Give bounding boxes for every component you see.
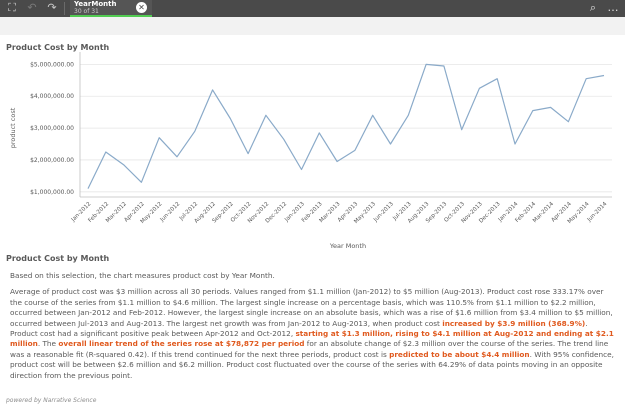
data-point[interactable] [246,151,251,156]
x-tick-label: Jan-2012 [70,201,93,224]
narrative-sentence: for an absolute change of $2.3 million over the course of the series. The trend line was a reasonable fit (R-squared 0.42). If this trend continued for the next three periods, product cost is [10,339,609,359]
smart-search-icon[interactable]: ⛶ [8,1,16,14]
search-icon[interactable]: ⌕ [589,1,597,14]
narrative-sentence: Average of product cost was $3 million across all 30 periods. Values ranged from $1.1 million (Jan-2012) to $5 million (Aug-2013). Product cost rose 333.17% over the course of the series from $1.1 million to $4.6 million. The largest single increase on a percentage basis, which was 110.5% from $1.1 million to $2.2 million, occurred between Jan-2012 and Feb-2012. However, the largest single increase on an absolute basis, which was a rise of $1.6 million from $3.4 million to $5 million, occurred between Jul-2013 and Aug-2013. The largest net growth was from Jan-2012 to Aug-2013, when product cost [10,287,613,328]
data-point[interactable] [281,137,286,142]
clear-selection-icon[interactable]: ✕ [136,2,147,13]
x-tick-label: Feb-2013 [300,201,324,224]
x-tick-label: Aug-2013 [407,201,431,225]
y-tick-label: $1,000,000.00 [30,188,74,196]
x-tick-label: Sep-2012 [211,201,235,225]
x-tick-label: Oct-2012 [229,201,253,224]
data-point[interactable] [370,113,375,118]
data-point[interactable] [192,129,197,134]
x-tick-label: Nov-2013 [460,201,484,225]
narrative-highlight: starting at $1.3 million, rising to $4.1 million at Aug-2012 and ending at $2.1 million [10,329,614,349]
more-icon[interactable]: … [607,1,619,14]
x-tick-label: Apr-2014 [550,201,573,224]
x-tick-label: May-2012 [139,201,164,226]
data-point[interactable] [335,159,340,164]
step-back-icon[interactable]: ↶ [27,1,37,14]
y-tick-label: $4,000,000.00 [30,93,74,101]
x-axis-label: Year Month [329,242,367,250]
data-point[interactable] [566,119,571,124]
x-tick-label: Feb-2012 [87,201,111,224]
narrative-intro: Based on this selection, the chart measures product cost by Year Month. [10,271,275,280]
x-tick-label: Jun-2014 [586,201,609,224]
data-point[interactable] [121,162,126,167]
data-point[interactable] [441,63,446,68]
data-point[interactable] [86,186,91,191]
x-tick-label: Jun-2012 [159,201,182,224]
x-tick-label: Jun-2013 [372,201,395,224]
x-tick-label: Nov-2012 [246,201,271,225]
data-point[interactable] [228,116,233,121]
x-tick-label: Jan-2014 [497,201,520,224]
chart-title: Product Cost by Month [6,43,110,52]
y-axis-label: product cost [9,107,17,149]
x-tick-label: Mar-2012 [105,201,129,225]
data-point[interactable] [548,105,553,110]
footer-credit: powered by Narrative Science [6,397,97,404]
narrative-highlight: increased by $3.9 million (368.9%) [442,318,586,328]
data-point[interactable] [299,167,304,172]
data-point[interactable] [263,113,268,118]
y-tick-label: $5,000,000.00 [30,61,74,69]
data-point[interactable] [513,142,518,147]
x-tick-label: Jan-2013 [284,201,306,224]
x-tick-label: Feb-2014 [514,201,538,224]
narrative-sentence: . The [37,339,59,349]
x-tick-label: Dec-2012 [264,201,289,225]
data-point[interactable] [459,127,464,132]
narrative-highlight: predicted to be about $4.4 million [389,349,530,359]
data-point[interactable] [424,62,429,67]
selection-field-name: YearMonth [74,0,117,8]
data-point[interactable] [530,108,535,113]
y-tick-label: $3,000,000.00 [30,125,74,133]
y-tick-label: $2,000,000.00 [30,156,74,164]
series-line [88,64,604,188]
step-forward-icon[interactable]: ↷ [47,1,57,14]
x-tick-label: Aug-2012 [193,201,217,225]
x-tick-label: Mar-2014 [532,201,556,225]
x-tick-label: Dec-2013 [478,201,502,225]
data-point[interactable] [139,180,144,185]
data-point[interactable] [495,76,500,81]
x-tick-label: Oct-2013 [443,201,467,224]
data-point[interactable] [584,76,589,81]
data-point[interactable] [210,87,215,92]
narrative-sentence: . With 95% confidence, product cost will be between $2.6 million and $6.2 million. Product cost fluctuated over the course of the series with 64.29% of data points moving in an opposite direction from the previous point. [10,349,614,380]
narrative-highlight: overall linear trend of the series rose at $78,872 per period [58,339,305,349]
data-point[interactable] [317,130,322,135]
x-tick-label: May-2014 [566,201,591,226]
narrative-text [10,271,616,387]
data-point[interactable] [174,154,179,159]
data-point[interactable] [352,148,357,153]
x-tick-label: Jul-2012 [178,201,200,222]
x-tick-label: Apr-2013 [336,201,360,224]
narrative-sentence: . Product cost had a significant positive peak between Apr-2012 and Oct-2012, [10,318,588,339]
data-point[interactable] [477,86,482,91]
data-point[interactable] [602,73,607,78]
data-point[interactable] [388,142,393,147]
x-tick-label: Apr-2012 [123,201,146,224]
x-tick-label: May-2013 [353,201,378,226]
x-tick-label: Jul-2013 [392,201,413,222]
data-point[interactable] [103,149,108,154]
x-tick-label: Sep-2013 [425,201,449,225]
data-point[interactable] [406,113,411,118]
x-tick-label: Mar-2013 [318,201,342,225]
selection-count: 30 of 31 [74,8,99,15]
narrative-body [10,287,616,381]
data-point[interactable] [157,135,162,140]
narrative-title: Product Cost by Month [6,254,110,263]
